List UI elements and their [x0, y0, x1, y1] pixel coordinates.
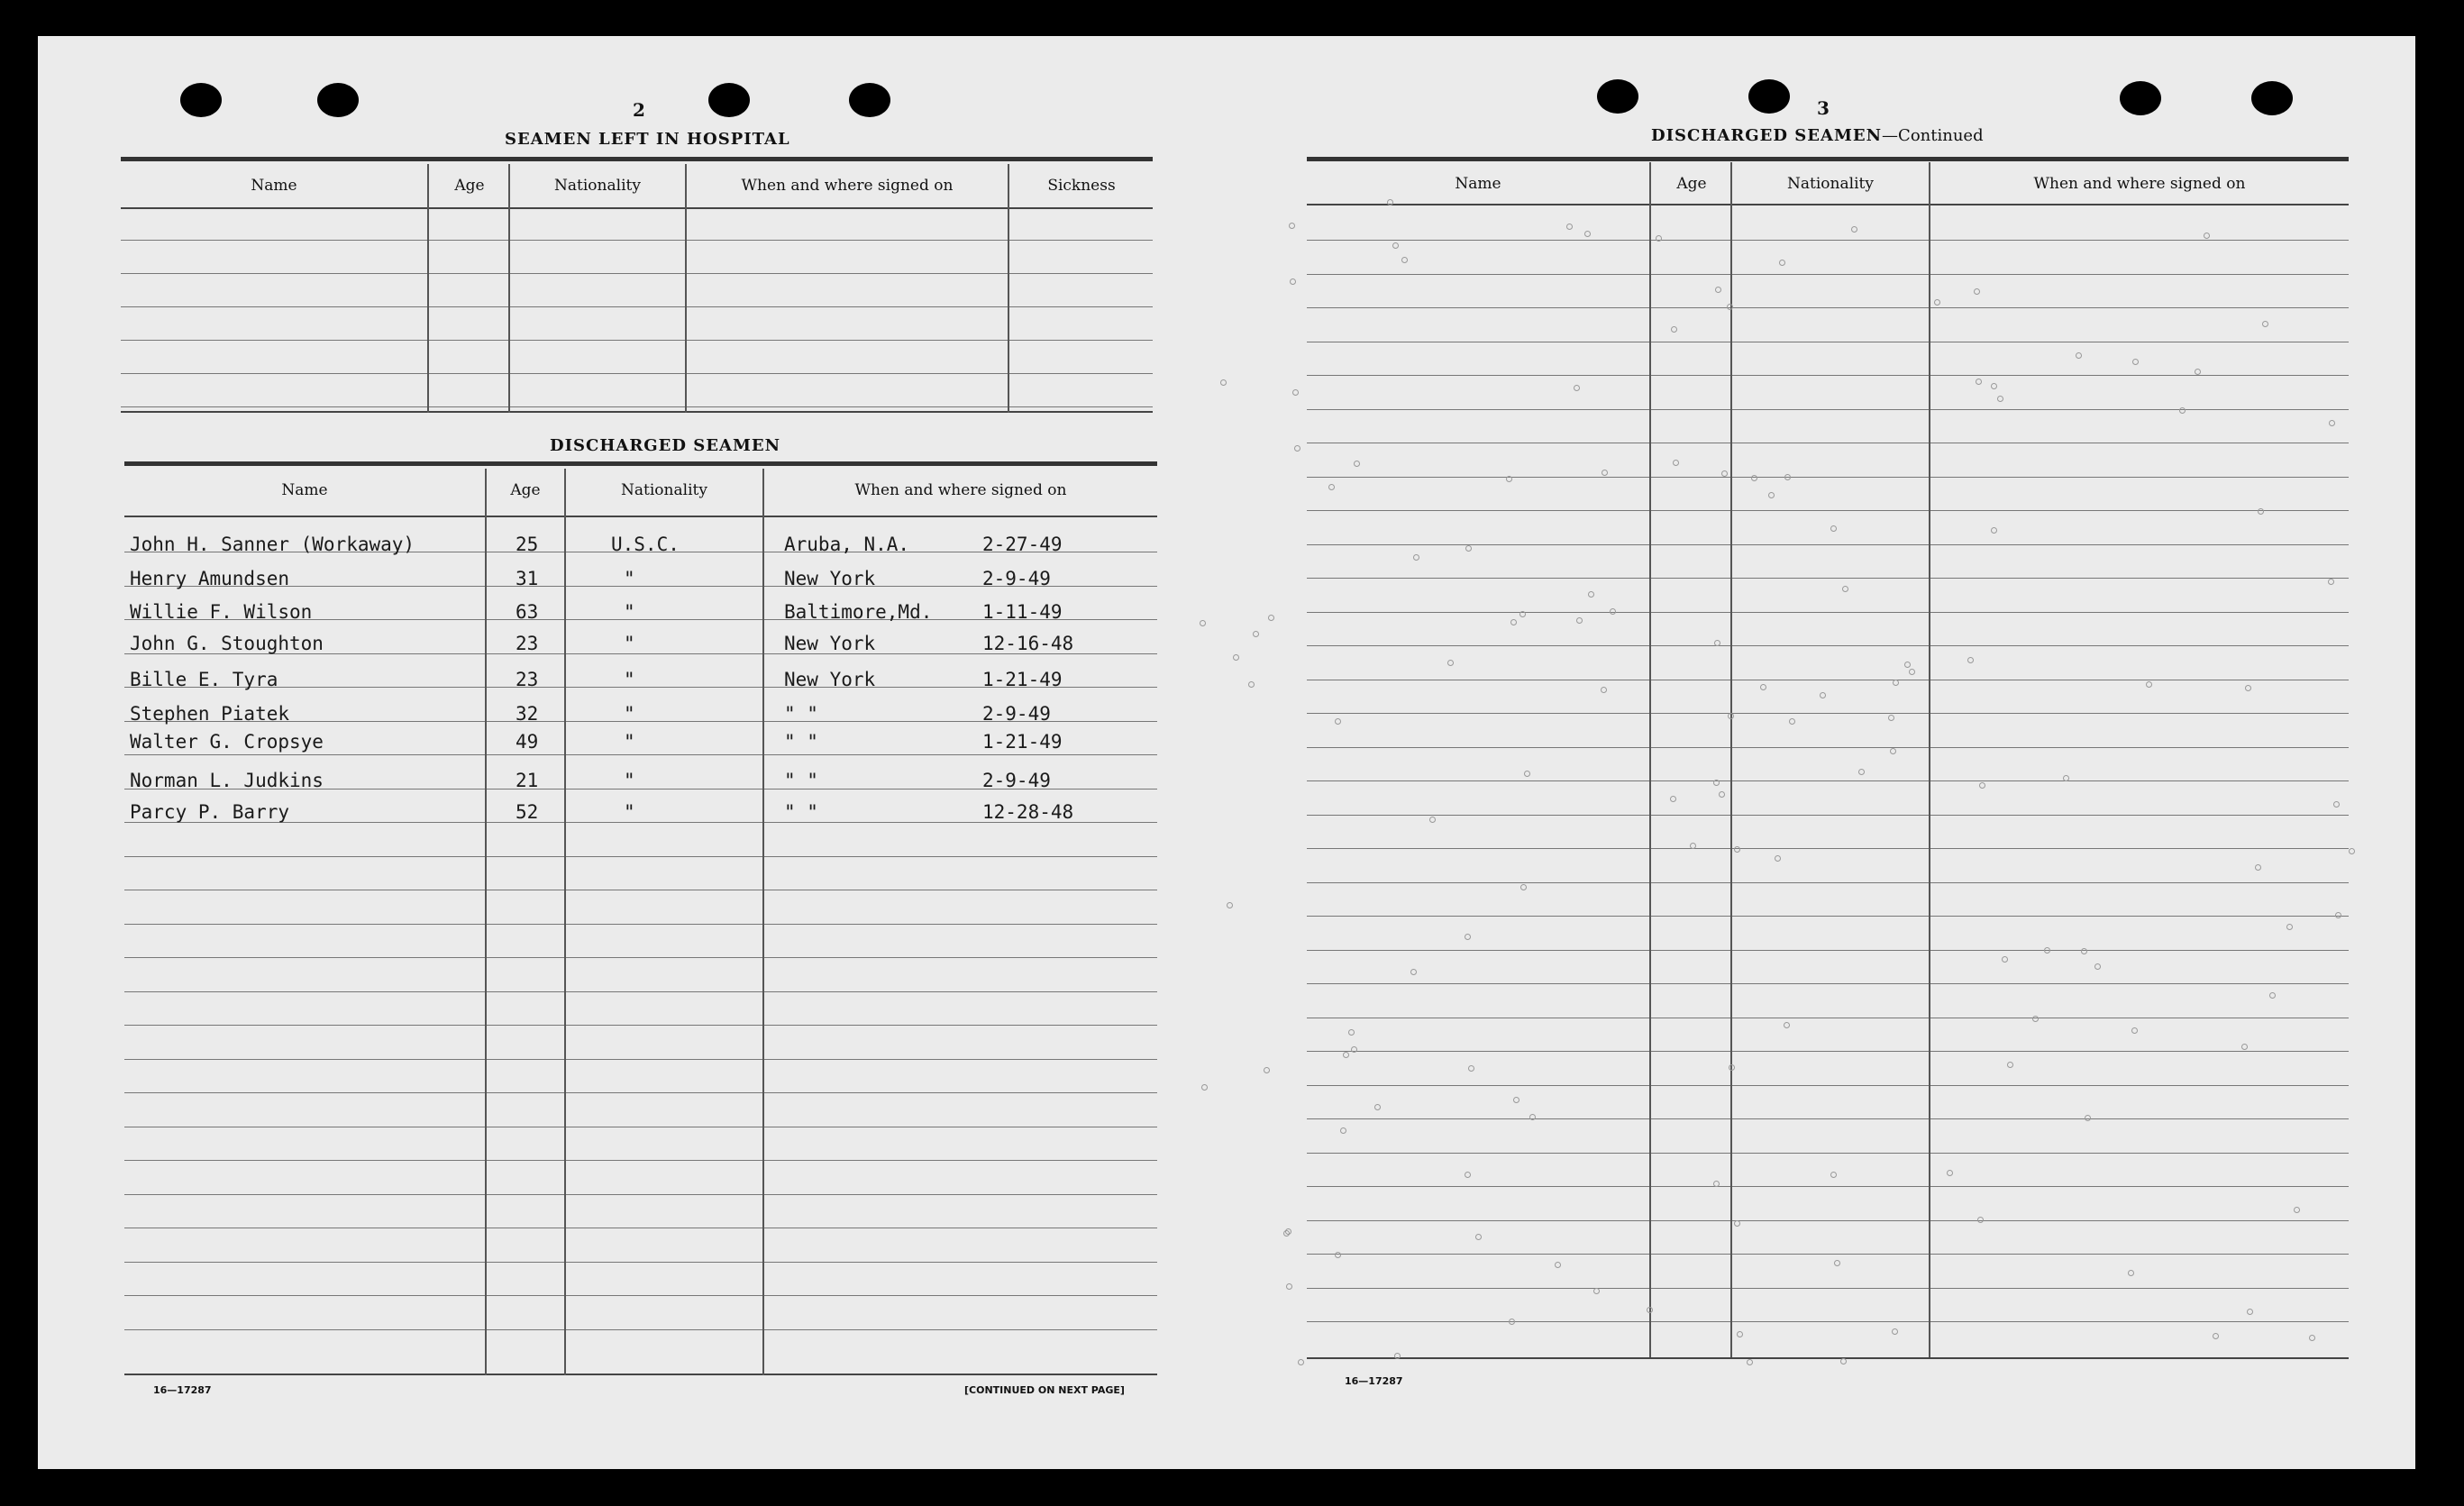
discharged-name-cell: Stephen Piatek [130, 703, 290, 725]
right-col-age: Age [1676, 175, 1707, 193]
hospital-col-sickness: Sickness [1047, 177, 1116, 195]
scan-speck [1200, 620, 1206, 626]
scan-speck [1220, 379, 1227, 386]
punch-hole [317, 83, 359, 117]
right-row-rule [1307, 375, 2349, 376]
right-header-rule [1307, 204, 2349, 205]
scan-speck [1737, 1331, 1743, 1337]
right-row-rule [1307, 780, 2349, 781]
right-column-divider [1649, 162, 1651, 1357]
discharged-where-cell: " " [784, 770, 818, 791]
discharged-row-rule [124, 991, 1157, 992]
discharged-date-cell: 2-27-49 [982, 534, 1063, 555]
discharged-column-divider [762, 469, 764, 1375]
scan-speck [2286, 924, 2293, 930]
scan-speck [1979, 782, 1985, 789]
discharged-row-rule [124, 1025, 1157, 1026]
hospital-row-rule [121, 240, 1153, 241]
discharged-nationality-cell: " [624, 568, 635, 589]
scan-speck [2195, 369, 2201, 375]
scan-speck [1519, 611, 1526, 617]
page-number-left: 2 [633, 99, 645, 121]
right-row-rule [1307, 713, 2349, 714]
scan-speck [2241, 1044, 2248, 1050]
right-row-rule [1307, 1288, 2349, 1289]
right-column-divider [1929, 162, 1930, 1357]
scan-speck [2128, 1270, 2134, 1276]
discharged-age-cell: 25 [516, 534, 539, 555]
discharged-row-rule [124, 1329, 1157, 1330]
scan-speck [2085, 1115, 2091, 1121]
discharged-section-title: DISCHARGED SEAMEN [550, 436, 781, 455]
scan-speck [1673, 460, 1679, 466]
scan-speck [1576, 617, 1583, 624]
scan-speck [1465, 934, 1471, 940]
right-row-rule [1307, 544, 2349, 545]
scan-speck [1893, 680, 1899, 686]
discharged-row-rule [124, 754, 1157, 755]
right-row-rule [1307, 1321, 2349, 1322]
scan-speck [1991, 527, 1997, 534]
right-column-divider [1730, 162, 1732, 1357]
scan-speck [2032, 1016, 2039, 1022]
scan-speck [1201, 1084, 1208, 1091]
scan-speck [1354, 461, 1360, 467]
scan-speck [1671, 326, 1677, 333]
discharged-date-cell: 2-9-49 [982, 568, 1051, 589]
hospital-row-rule [121, 406, 1153, 407]
scan-speck [2258, 508, 2264, 515]
scan-speck [1447, 660, 1454, 666]
hospital-section-title: SEAMEN LEFT IN HOSPITAL [505, 130, 790, 149]
form-number-left: 16—17287 [153, 1384, 212, 1396]
hospital-column-divider [685, 164, 687, 413]
scan-speck [2349, 848, 2355, 854]
scan-speck [1529, 1114, 1536, 1120]
hospital-row-rule [121, 373, 1153, 374]
discharged-age-cell: 31 [516, 568, 539, 589]
scan-speck [1394, 1353, 1401, 1359]
right-title-suffix: —Continued [1882, 126, 1984, 145]
scan-speck [1227, 902, 1233, 908]
right-row-rule [1307, 747, 2349, 748]
right-row-rule [1307, 1118, 2349, 1119]
scan-speck [1264, 1067, 1270, 1073]
discharged-where-cell: " " [784, 801, 818, 823]
discharged-where-cell: " " [784, 731, 818, 753]
right-section-title [1651, 126, 1984, 145]
scan-speck [1475, 1234, 1482, 1240]
discharged-date-cell: 12-16-48 [982, 633, 1074, 654]
scan-speck [1729, 1064, 1735, 1071]
scan-speck [1656, 235, 1662, 242]
right-col-nationality: Nationality [1787, 175, 1874, 193]
scan-speck [1727, 304, 1733, 310]
scan-speck [1947, 1170, 1953, 1176]
scan-speck [1602, 470, 1608, 476]
right-row-rule [1307, 983, 2349, 984]
scan-speck [1784, 1022, 1790, 1028]
right-col-name: Name [1455, 175, 1501, 193]
scan-speck [2335, 912, 2341, 918]
discharged-name-cell: Bille E. Tyra [130, 669, 278, 690]
scan-speck [1719, 791, 1725, 798]
scan-speck [1351, 1046, 1357, 1053]
scan-speck [1714, 640, 1720, 646]
scan-speck [1509, 1319, 1515, 1325]
scan-speck [1289, 223, 1295, 229]
scan-speck [1335, 1252, 1341, 1258]
right-row-rule [1307, 274, 2349, 275]
right-row-rule [1307, 950, 2349, 951]
scan-speck [1997, 396, 2003, 402]
page-number-right: 3 [1817, 97, 1830, 119]
discharged-name-cell: John H. Sanner (Workaway) [130, 534, 415, 555]
scan-speck [1858, 769, 1865, 775]
right-row-rule [1307, 882, 2349, 883]
scan-speck [2094, 963, 2101, 970]
scan-speck [1728, 713, 1734, 719]
discharged-name-cell: Willie F. Wilson [130, 601, 313, 623]
discharged-col-age: Age [510, 481, 541, 499]
scan-speck [1555, 1262, 1561, 1268]
right-row-rule [1307, 578, 2349, 579]
right-bottom-rule [1307, 1357, 2349, 1359]
scan-speck [1734, 846, 1740, 853]
right-row-rule [1307, 645, 2349, 646]
scan-speck [1775, 855, 1781, 862]
punch-hole [849, 83, 890, 117]
scan-speck [1392, 242, 1399, 249]
scan-speck [1715, 287, 1721, 293]
punch-hole [2251, 81, 2293, 115]
scan-speck [1909, 669, 1915, 675]
punch-hole [2120, 81, 2161, 115]
right-row-rule [1307, 916, 2349, 917]
scan-speck [1340, 1127, 1346, 1134]
scan-speck [1734, 1220, 1740, 1227]
hospital-column-divider [427, 164, 429, 413]
scan-speck [2328, 579, 2334, 585]
scan-speck [2179, 407, 2186, 414]
discharged-row-rule [124, 1194, 1157, 1195]
scan-speck [1588, 591, 1594, 598]
discharged-header-rule [124, 516, 1157, 517]
scan-speck [2329, 420, 2335, 426]
discharged-nationality-cell: " [624, 801, 635, 823]
scan-speck [1506, 476, 1512, 482]
scan-speck [1751, 475, 1757, 481]
discharged-name-cell: Walter G. Cropsye [130, 731, 324, 753]
discharged-age-cell: 23 [516, 669, 539, 690]
scan-speck [1335, 718, 1341, 725]
discharged-date-cell: 1-11-49 [982, 601, 1063, 623]
scan-speck [1401, 257, 1408, 263]
right-row-rule [1307, 510, 2349, 511]
scan-speck [1830, 525, 1837, 532]
discharged-nationality-cell: " [624, 703, 635, 725]
scan-speck [1610, 608, 1616, 615]
scan-speck [1233, 654, 1239, 661]
scan-speck [1840, 1358, 1847, 1365]
scan-speck [1760, 684, 1766, 690]
discharged-where-cell: Baltimore,Md. [784, 601, 933, 623]
scan-speck [1713, 780, 1720, 786]
discharged-nationality-cell: " [624, 731, 635, 753]
right-row-rule [1307, 1254, 2349, 1255]
discharged-age-cell: 32 [516, 703, 539, 725]
discharged-age-cell: 21 [516, 770, 539, 791]
scan-speck [1601, 687, 1607, 693]
right-row-rule [1307, 409, 2349, 410]
discharged-row-rule [124, 1059, 1157, 1060]
scan-speck [1268, 615, 1274, 621]
scan-speck [1413, 554, 1419, 561]
scan-speck [1294, 445, 1300, 452]
discharged-date-cell: 2-9-49 [982, 770, 1051, 791]
punch-hole [1748, 79, 1790, 114]
form-number-right: 16—17287 [1345, 1375, 1403, 1387]
scan-speck [1298, 1359, 1304, 1365]
scan-speck [1967, 657, 1974, 663]
punch-hole [1597, 79, 1638, 114]
discharged-where-cell: Aruba, N.A. [784, 534, 910, 555]
scan-speck [2309, 1335, 2315, 1341]
discharged-name-cell: John G. Stoughton [130, 633, 324, 654]
scan-speck [1292, 389, 1299, 396]
right-top-rule [1307, 157, 2349, 161]
scan-speck [1834, 1260, 1840, 1266]
hospital-row-rule [121, 340, 1153, 341]
scan-speck [1465, 1172, 1471, 1178]
scan-speck [1283, 1230, 1290, 1237]
right-row-rule [1307, 1085, 2349, 1086]
scan-speck [2247, 1309, 2253, 1315]
right-col-signed-on: When and where signed on [2033, 175, 2246, 193]
scan-speck [2131, 1027, 2138, 1034]
scan-speck [1784, 474, 1791, 480]
hospital-column-divider [1008, 164, 1009, 413]
hospital-row-rule [121, 306, 1153, 307]
hospital-row-rule [121, 273, 1153, 274]
right-row-rule [1307, 1220, 2349, 1221]
right-row-rule [1307, 612, 2349, 613]
discharged-date-cell: 1-21-49 [982, 731, 1063, 753]
scan-speck [1524, 771, 1530, 777]
scan-speck [2081, 948, 2087, 954]
scan-speck [1566, 224, 1573, 230]
scan-speck [1830, 1172, 1837, 1178]
scan-speck [1410, 969, 1417, 975]
scan-speck [1465, 545, 1472, 552]
discharged-row-rule [124, 1295, 1157, 1296]
discharged-row-rule [124, 1092, 1157, 1093]
hospital-bottom-rule [121, 411, 1153, 413]
discharged-age-cell: 23 [516, 633, 539, 654]
scan-speck [1253, 631, 1259, 637]
discharged-row-rule [124, 1160, 1157, 1161]
discharged-col-name: Name [281, 481, 328, 499]
scan-speck [2213, 1333, 2219, 1339]
right-row-rule [1307, 1051, 2349, 1052]
discharged-top-rule [124, 461, 1157, 466]
scan-speck [2063, 775, 2069, 781]
scan-speck [1892, 1328, 1898, 1335]
scan-speck [1747, 1359, 1753, 1365]
discharged-where-cell: New York [784, 669, 876, 690]
scan-speck [2262, 321, 2268, 327]
discharged-name-cell: Parcy P. Barry [130, 801, 290, 823]
discharged-age-cell: 63 [516, 601, 539, 623]
right-row-rule [1307, 240, 2349, 241]
scan-speck [1768, 492, 1775, 498]
scan-speck [1842, 586, 1848, 592]
discharged-col-signed-on: When and where signed on [854, 481, 1067, 499]
right-row-rule [1307, 307, 2349, 308]
scan-speck [1904, 662, 1911, 668]
scan-speck [2255, 864, 2261, 871]
right-row-rule [1307, 1186, 2349, 1187]
scan-speck [1513, 1097, 1519, 1103]
discharged-name-cell: Norman L. Judkins [130, 770, 324, 791]
continued-note: [CONTINUED ON NEXT PAGE] [964, 1384, 1125, 1396]
discharged-where-cell: New York [784, 633, 876, 654]
hospital-col-age: Age [454, 177, 485, 195]
hospital-col-signed-on: When and where signed on [741, 177, 954, 195]
discharged-age-cell: 49 [516, 731, 539, 753]
scan-speck [1520, 884, 1527, 890]
scan-speck [2002, 956, 2008, 963]
discharged-nationality-cell: U.S.C. [611, 534, 680, 555]
scan-speck [2333, 801, 2340, 808]
hospital-col-name: Name [251, 177, 297, 195]
scan-speck [1721, 470, 1728, 477]
discharged-nationality-cell: " [624, 633, 635, 654]
discharged-column-divider [485, 469, 487, 1375]
scan-speck [2044, 947, 2050, 954]
right-row-rule [1307, 848, 2349, 849]
scan-speck [2132, 359, 2139, 365]
scan-speck [1974, 288, 1980, 295]
scan-speck [1789, 718, 1795, 725]
discharged-date-cell: 1-21-49 [982, 669, 1063, 690]
scan-speck [1888, 715, 1894, 721]
scan-speck [1343, 1052, 1349, 1058]
right-row-rule [1307, 477, 2349, 478]
discharged-row-rule [124, 924, 1157, 925]
scan-speck [1584, 231, 1591, 237]
scan-speck [1670, 796, 1676, 802]
hospital-header-rule [121, 207, 1153, 209]
right-row-rule [1307, 815, 2349, 816]
scan-speck [1387, 199, 1393, 205]
discharged-row-rule [124, 1262, 1157, 1263]
scan-speck [2146, 681, 2152, 688]
scan-speck [1468, 1065, 1474, 1072]
scan-speck [1977, 1217, 1984, 1223]
scan-speck [1574, 385, 1580, 391]
discharged-date-cell: 12-28-48 [982, 801, 1074, 823]
scan-speck [1890, 748, 1896, 754]
scan-speck [1851, 226, 1857, 233]
punch-hole [180, 83, 222, 117]
scan-speck [2204, 233, 2210, 239]
scan-speck [2076, 352, 2082, 359]
hospital-top-rule [121, 157, 1153, 161]
scan-speck [1510, 619, 1517, 625]
scan-speck [1976, 379, 1982, 385]
punch-hole [708, 83, 750, 117]
scan-speck [1248, 681, 1255, 688]
scan-speck [1429, 817, 1436, 823]
scan-speck [2269, 992, 2276, 999]
scan-speck [2245, 685, 2251, 691]
scan-speck [1374, 1104, 1381, 1110]
hospital-column-divider [508, 164, 510, 413]
discharged-nationality-cell: " [624, 601, 635, 623]
scan-speck [1647, 1307, 1653, 1313]
scan-speck [1328, 484, 1335, 490]
right-row-rule [1307, 1153, 2349, 1154]
discharged-nationality-cell: " [624, 770, 635, 791]
discharged-row-rule [124, 957, 1157, 958]
discharged-row-rule [124, 856, 1157, 857]
scan-speck [1690, 843, 1696, 849]
scan-speck [1779, 260, 1785, 266]
discharged-column-divider [564, 469, 566, 1375]
discharged-bottom-rule [124, 1374, 1157, 1375]
hospital-col-nationality: Nationality [554, 177, 641, 195]
discharged-where-cell: New York [784, 568, 876, 589]
scan-speck [2007, 1062, 2013, 1068]
scan-speck [1593, 1288, 1600, 1294]
discharged-where-cell: " " [784, 703, 818, 725]
discharged-date-cell: 2-9-49 [982, 703, 1051, 725]
scan-speck [1286, 1283, 1292, 1290]
scan-speck [1991, 383, 1997, 389]
discharged-name-cell: Henry Amundsen [130, 568, 290, 589]
discharged-col-nationality: Nationality [621, 481, 707, 499]
scan-speck [1934, 299, 1940, 306]
discharged-nationality-cell: " [624, 669, 635, 690]
scan-speck [2294, 1207, 2300, 1213]
document-sheet [38, 36, 2415, 1469]
scan-speck [1820, 692, 1826, 698]
discharged-age-cell: 52 [516, 801, 539, 823]
scan-speck [1713, 1181, 1720, 1187]
right-title-text: DISCHARGED SEAMEN [1651, 126, 1883, 145]
scan-speck [1290, 278, 1296, 285]
scan-speck [1348, 1029, 1355, 1036]
